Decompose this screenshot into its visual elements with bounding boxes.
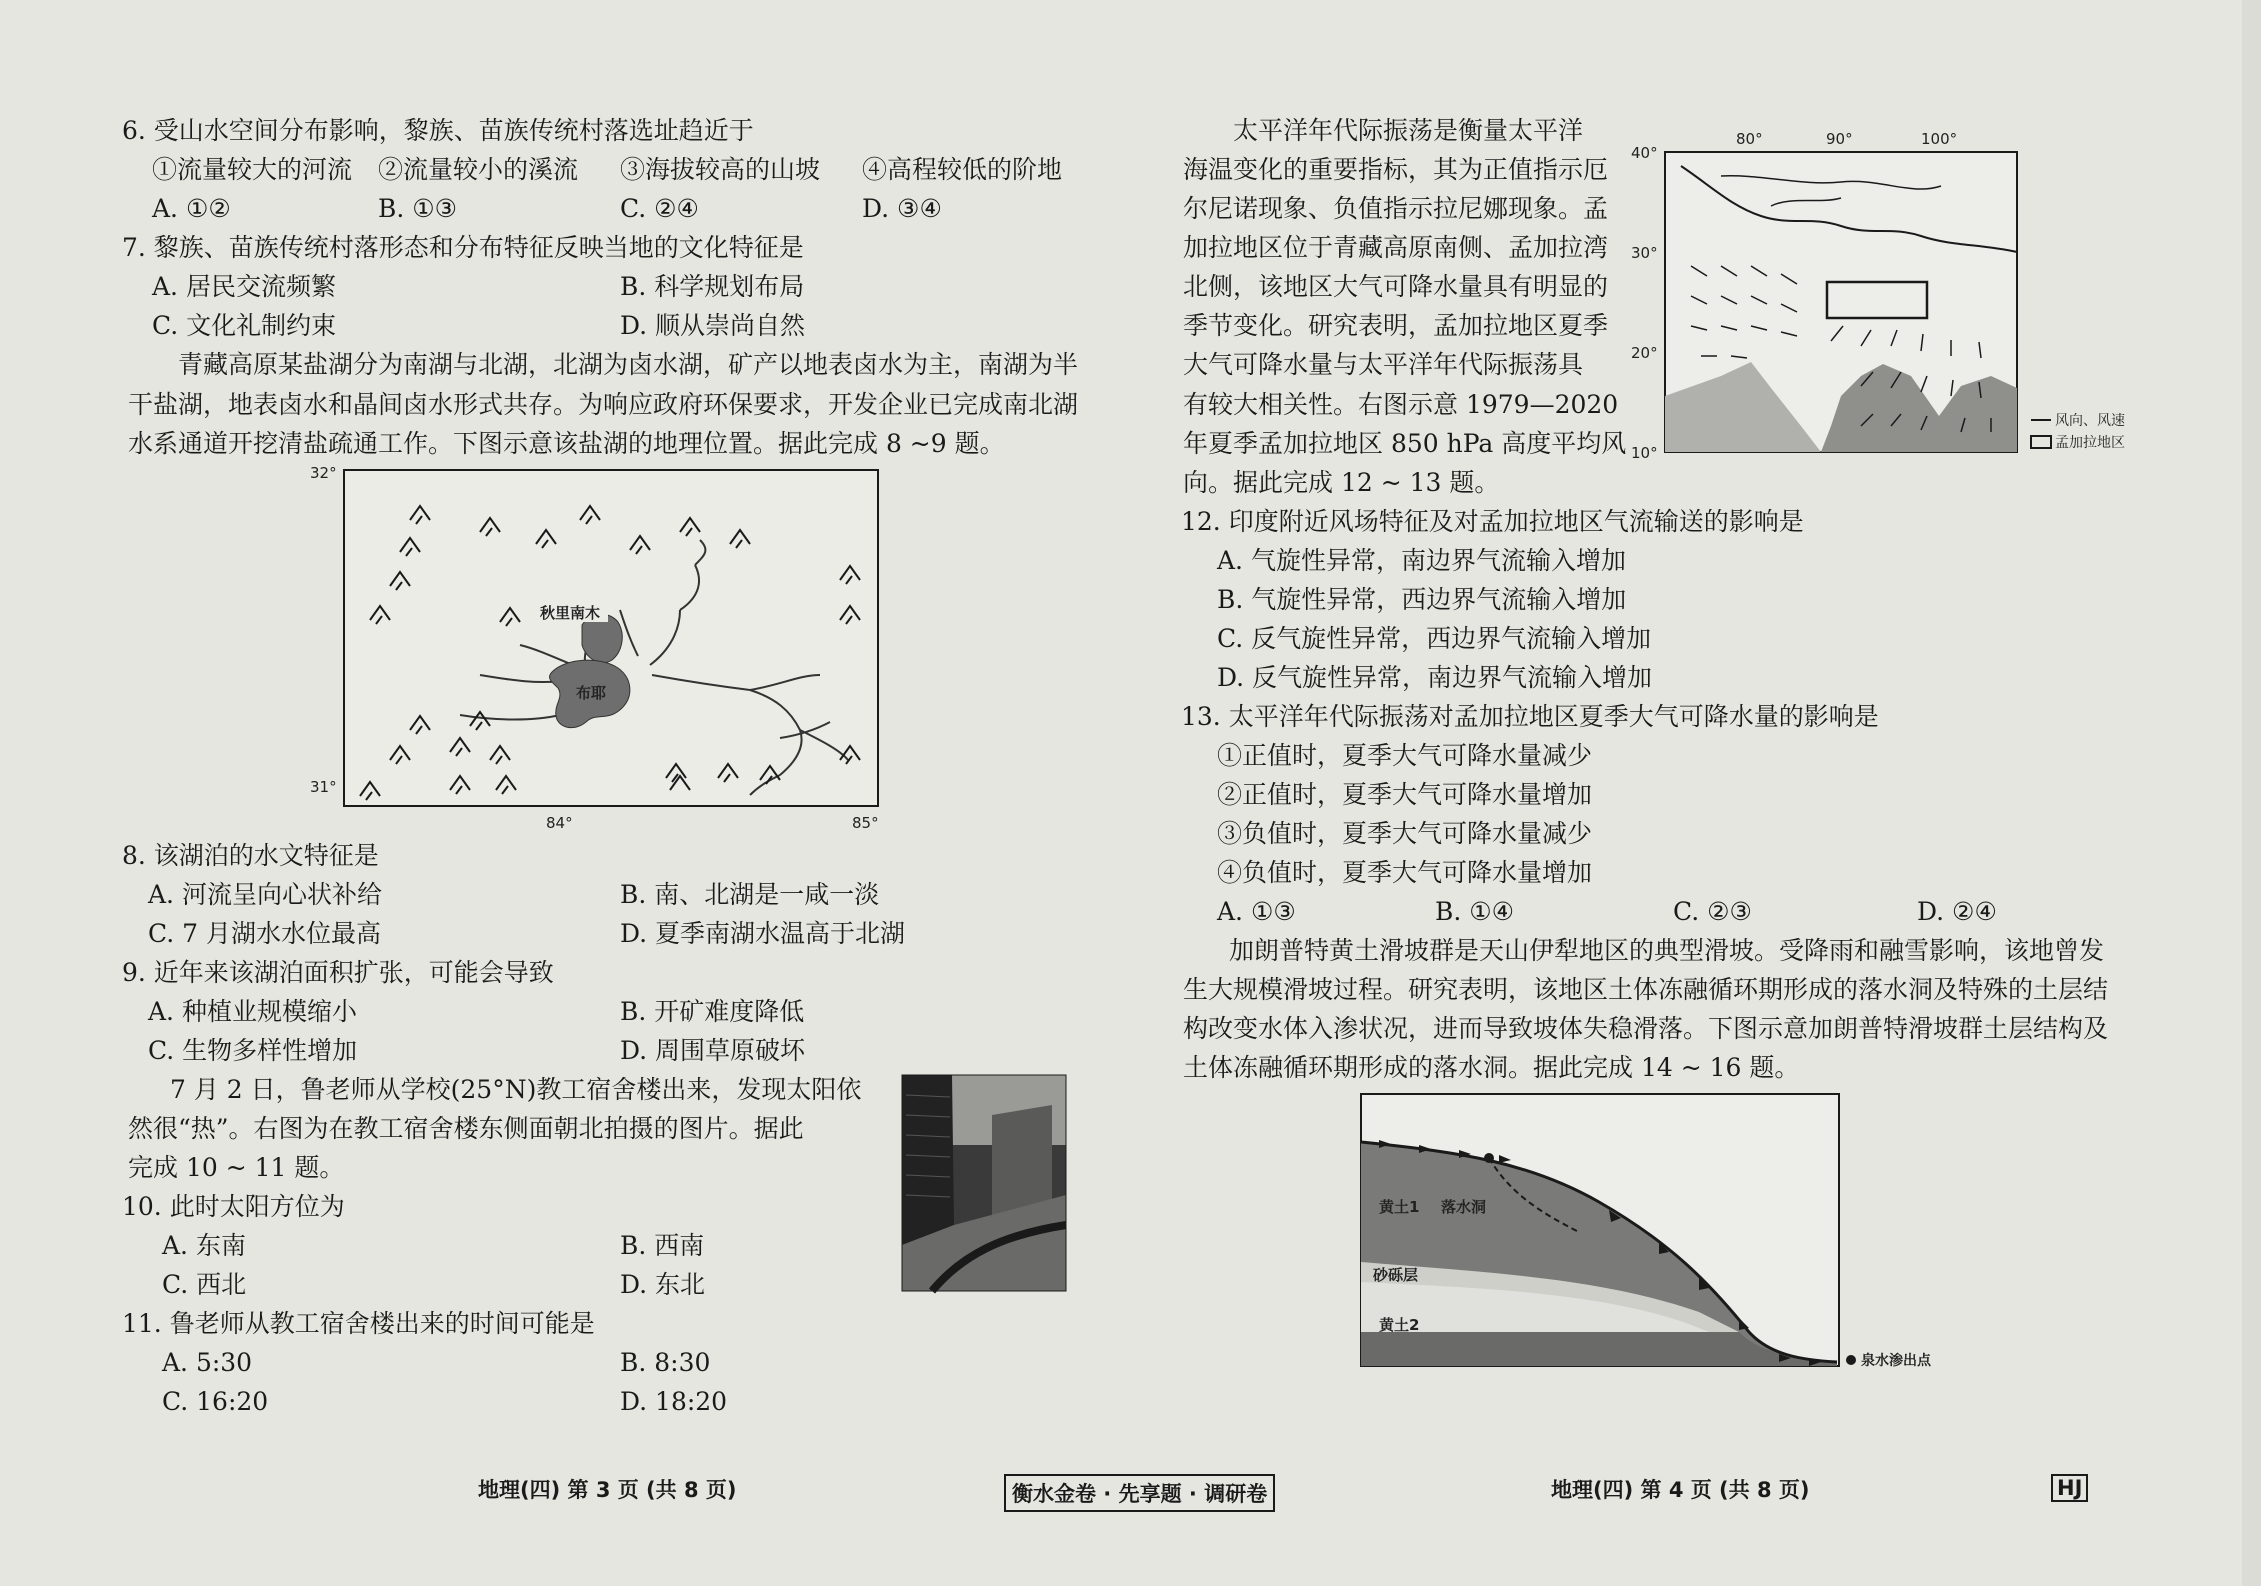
passage-12-13-line-9: 年夏季孟加拉地区 850 hPa 高度平均风 — [1183, 429, 1627, 458]
q10-option-a: A. 东南 — [162, 1231, 246, 1260]
lat-20-label: 20° — [1631, 344, 1658, 362]
lat-40-label: 40° — [1631, 144, 1658, 162]
loess-1-label: 黄土1 — [1379, 1198, 1420, 1216]
legend-wind-label: 风向、风速 — [2055, 413, 2125, 429]
north-lake-label: 秋里南木 — [540, 604, 601, 622]
passage-12-13-line-10: 向。据此完成 12 ~ 13 题。 — [1183, 468, 1500, 497]
q13-item-2: ②正值时，夏季大气可降水量增加 — [1217, 780, 1593, 809]
q11-option-d: D. 18:20 — [620, 1387, 728, 1416]
lat-30-label: 30° — [1631, 244, 1658, 262]
q11-stem: 11. 鲁老师从教工宿舍楼出来的时间可能是 — [122, 1309, 595, 1338]
q6-option-b: B. ①③ — [378, 194, 458, 223]
q7-stem: 7. 黎族、苗族传统村落形态和分布特征反映当地的文化特征是 — [122, 233, 804, 262]
passage-10-11-line-1: 7 月 2 日，鲁老师从学校(25°N)教工宿舍楼出来，发现太阳依 — [170, 1075, 862, 1104]
sinkhole-label: 落水洞 — [1441, 1198, 1487, 1216]
q10-stem: 10. 此时太阳方位为 — [122, 1192, 345, 1221]
q13-item-3: ③负值时，夏季大气可降水量减少 — [1217, 819, 1593, 848]
center-footer-badge: 衡水金卷 · 先享题 · 调研卷 — [1004, 1474, 1275, 1512]
lat-31-label: 31° — [310, 778, 337, 796]
passage-12-13-line-2: 海温变化的重要指标，其为正值指示厄 — [1183, 155, 1609, 184]
q13-item-4: ④负值时，夏季大气可降水量增加 — [1217, 858, 1593, 887]
lon-84-label: 84° — [546, 814, 573, 832]
passage-12-13-line-8: 有较大相关性。右图示意 1979—2020 — [1183, 390, 1619, 419]
passage-12-13-line-7: 大气可降水量与太平洋年代际振荡具 — [1183, 350, 1584, 379]
lon-90-label: 90° — [1826, 130, 1853, 148]
lat-10-label: 10° — [1631, 444, 1658, 462]
q12-option-b: B. 气旋性异常，西边界气流输入增加 — [1217, 585, 1627, 614]
q6-item-1: ①流量较大的河流 — [152, 155, 353, 184]
lon-85-label: 85° — [852, 814, 879, 832]
q12-option-a: A. 气旋性异常，南边界气流输入增加 — [1217, 546, 1626, 575]
q11-option-a: A. 5:30 — [162, 1348, 253, 1377]
passage-14-16-line-4: 土体冻融循环期形成的落水洞。据此完成 14 ~ 16 题。 — [1183, 1053, 1800, 1082]
lat-32-label: 32° — [310, 464, 337, 482]
q10-option-d: D. 东北 — [620, 1270, 706, 1299]
q9-stem: 9. 近年来该湖泊面积扩张，可能会导致 — [122, 958, 554, 987]
q9-option-a: A. 种植业规模缩小 — [148, 997, 357, 1026]
passage-8-9-line-3: 水系通道开挖清盐疏通工作。下图示意该盐湖的地理位置。据此完成 8 ~9 题。 — [128, 429, 1005, 458]
q8-stem: 8. 该湖泊的水文特征是 — [122, 841, 379, 870]
q13-stem: 13. 太平洋年代际振荡对孟加拉地区夏季大气可降水量的影响是 — [1181, 702, 1879, 731]
passage-14-16-line-1: 加朗普特黄土滑坡群是天山伊犁地区的典型滑坡。受降雨和融雪影响，该地曾发 — [1229, 936, 2105, 965]
sinkhole-point — [1484, 1153, 1494, 1163]
q6-item-2: ②流量较小的溪流 — [378, 155, 579, 184]
q12-option-c: C. 反气旋性异常，西边界气流输入增加 — [1217, 624, 1652, 653]
passage-12-13-line-1: 太平洋年代际振荡是衡量太平洋 — [1233, 116, 1584, 145]
q8-option-b: B. 南、北湖是一咸一淡 — [620, 880, 880, 909]
q10-option-b: B. 西南 — [620, 1231, 705, 1260]
passage-12-13-line-4: 加拉地区位于青藏高原南侧、孟加拉湾 — [1183, 233, 1609, 262]
q7-option-c: C. 文化礼制约束 — [152, 311, 337, 340]
lon-100-label: 100° — [1921, 130, 1958, 148]
left-page — [0, 0, 1121, 1586]
bengal-wind-map — [1621, 126, 2261, 466]
gravel-label: 砂砾层 — [1373, 1266, 1419, 1284]
q6-item-3: ③海拔较高的山坡 — [620, 155, 821, 184]
q12-stem: 12. 印度附近风场特征及对孟加拉地区气流输送的影响是 — [1181, 507, 1804, 536]
q9-option-d: D. 周围草原破坏 — [620, 1036, 806, 1065]
q12-option-d: D. 反气旋性异常，南边界气流输入增加 — [1217, 663, 1653, 692]
passage-12-13-line-5: 北侧，该地区大气可降水量具有明显的 — [1183, 272, 1609, 301]
q6-stem: 6. 受山水空间分布影响，黎族、苗族传统村落选址趋近于 — [122, 116, 754, 145]
q13-option-b: B. ①④ — [1435, 897, 1515, 926]
q13-option-a: A. ①③ — [1217, 897, 1296, 926]
passage-10-11-line-2: 然很“热”。右图为在教工宿舍楼东侧面朝北拍摄的图片。据此 — [128, 1114, 804, 1143]
q9-option-b: B. 开矿难度降低 — [620, 997, 805, 1026]
q7-option-b: B. 科学规划布局 — [620, 272, 805, 301]
q8-option-d: D. 夏季南湖水温高于北湖 — [620, 919, 906, 948]
passage-8-9-line-1: 青藏高原某盐湖分为南湖与北湖，北湖为卤水湖，矿产以地表卤水为主，南湖为半 — [178, 350, 1079, 379]
q10-option-c: C. 西北 — [162, 1270, 247, 1299]
passage-12-13-line-6: 季节变化。研究表明，孟加拉地区夏季 — [1183, 311, 1609, 340]
right-page — [1121, 0, 2242, 1586]
legend-region-label: 孟加拉地区 — [2055, 435, 2125, 451]
spring-label: 泉水渗出点 — [1861, 1353, 1931, 1369]
legend-region-symbol — [2031, 436, 2051, 448]
q13-option-c: C. ②③ — [1673, 897, 1752, 926]
dormitory-photo — [902, 1075, 1066, 1291]
q7-option-a: A. 居民交流频繁 — [152, 272, 336, 301]
right-page-footer: 地理(四) 第 4 页 (共 8 页) — [1551, 1478, 1810, 1502]
spring-point-icon — [1846, 1355, 1856, 1365]
lon-80-label: 80° — [1736, 130, 1763, 148]
q11-option-c: C. 16:20 — [162, 1387, 269, 1416]
q13-option-d: D. ②④ — [1917, 897, 1997, 926]
q6-item-4: ④高程较低的阶地 — [862, 155, 1063, 184]
south-lake-label: 布耶 — [576, 684, 607, 702]
passage-12-13-line-3: 尔尼诺现象、负值指示拉尼娜现象。孟 — [1183, 194, 1609, 223]
q8-option-a: A. 河流呈向心状补给 — [148, 880, 382, 909]
passage-10-11-line-3: 完成 10 ~ 11 题。 — [128, 1153, 345, 1182]
passage-8-9-line-2: 干盐湖，地表卤水和晶间卤水形式共存。为响应政府环保要求，开发企业已完成南北湖 — [128, 390, 1079, 419]
loess-2-label: 黄土2 — [1379, 1316, 1420, 1334]
q11-option-b: B. 8:30 — [620, 1348, 711, 1377]
q6-option-c: C. ②④ — [620, 194, 699, 223]
q13-item-1: ①正值时，夏季大气可降水量减少 — [1217, 741, 1593, 770]
q6-option-a: A. ①② — [152, 194, 231, 223]
salt-lake-map — [300, 460, 900, 832]
left-page-footer: 地理(四) 第 3 页 (共 8 页) — [478, 1478, 737, 1502]
passage-14-16-line-2: 生大规模滑坡过程。研究表明，该地区土体冻融循环期形成的落水洞及特殊的土层结 — [1183, 975, 2109, 1004]
corner-mark: HJ — [2051, 1474, 2088, 1502]
q7-option-d: D. 顺从崇尚自然 — [620, 311, 806, 340]
passage-14-16-line-3: 构改变水体入渗状况，进而导致坡体失稳滑落。下图示意加朗普特滑坡群土层结构及 — [1183, 1014, 2109, 1043]
landslide-diagram — [1359, 1092, 1931, 1372]
q8-option-c: C. 7 月湖水水位最高 — [148, 919, 381, 948]
q6-option-d: D. ③④ — [862, 194, 942, 223]
q9-option-c: C. 生物多样性增加 — [148, 1036, 358, 1065]
